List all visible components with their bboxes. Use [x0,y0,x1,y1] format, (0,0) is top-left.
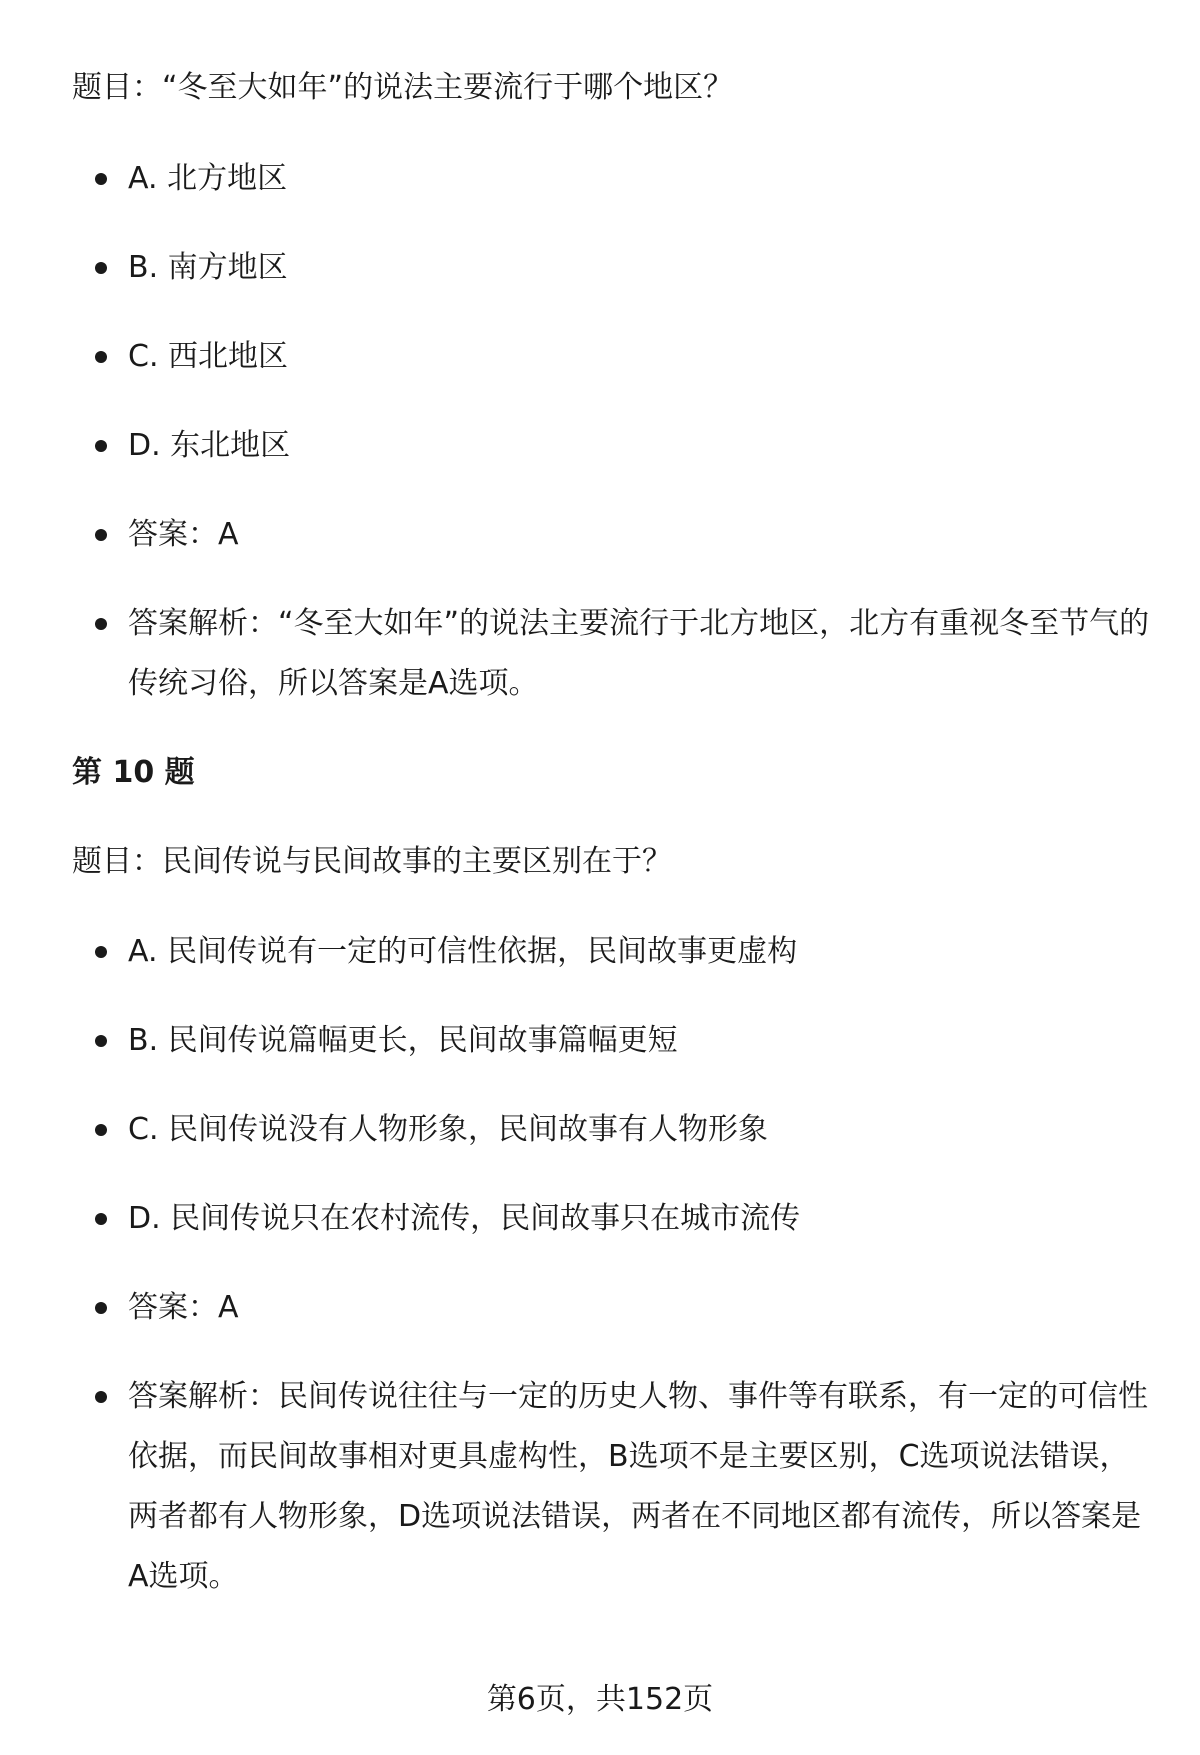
bullet-icon [95,1124,107,1136]
bullet-icon [95,351,107,363]
bullet-icon [95,618,107,630]
q9-explanation: 答案解析：“冬至大如年”的说法主要流行于北方地区，北方有重视冬至节气的传统习俗，所以答案是A选项。 [128,606,1150,701]
q10-answer: 答案：A [128,1290,239,1325]
q9-option-c: C. 西北地区 [128,339,289,374]
q10-question: 题目：民间传说与民间故事的主要区别在于？ [72,844,672,879]
q10-option-d: D. 民间传说只在农村流传，民间故事只在城市流传 [128,1201,801,1236]
bullet-icon [95,262,107,274]
bullet-icon [95,1391,107,1403]
q9-option-a: A. 北方地区 [128,161,288,196]
bullet-icon [95,440,107,452]
bullet-icon [95,1035,107,1047]
bullet-icon [95,1302,107,1314]
q10-option-c: C. 民间传说没有人物形象，民间故事有人物形象 [128,1112,769,1147]
bullet-icon [95,173,107,185]
bullet-icon [95,529,107,541]
q9-option-d: D. 东北地区 [128,428,291,463]
q9-option-b: B. 南方地区 [128,250,288,285]
bullet-icon [95,1213,107,1225]
q10-option-a: A. 民间传说有一定的可信性依据，民间故事更虚构 [128,934,798,969]
page-number: 第6页，共152页 [486,1682,714,1717]
bullet-icon [95,946,107,958]
q10-option-b: B. 民间传说篇幅更长，民间故事篇幅更短 [128,1023,678,1058]
q9-answer: 答案：A [128,517,239,552]
q9-question: 题目：“冬至大如年”的说法主要流行于哪个地区？ [72,70,734,105]
q10-explanation: 答案解析：民间传说往往与一定的历史人物、事件等有联系，有一定的可信性依据，而民间故事相对更具虚构性，B选项不是主要区别，C选项说法错误，两者都有人物形象，D选项说法错误，两者在不同地区都有流传，所以答案是A选项。 [128,1379,1148,1594]
q10-heading: 第 10 题 [72,755,195,790]
